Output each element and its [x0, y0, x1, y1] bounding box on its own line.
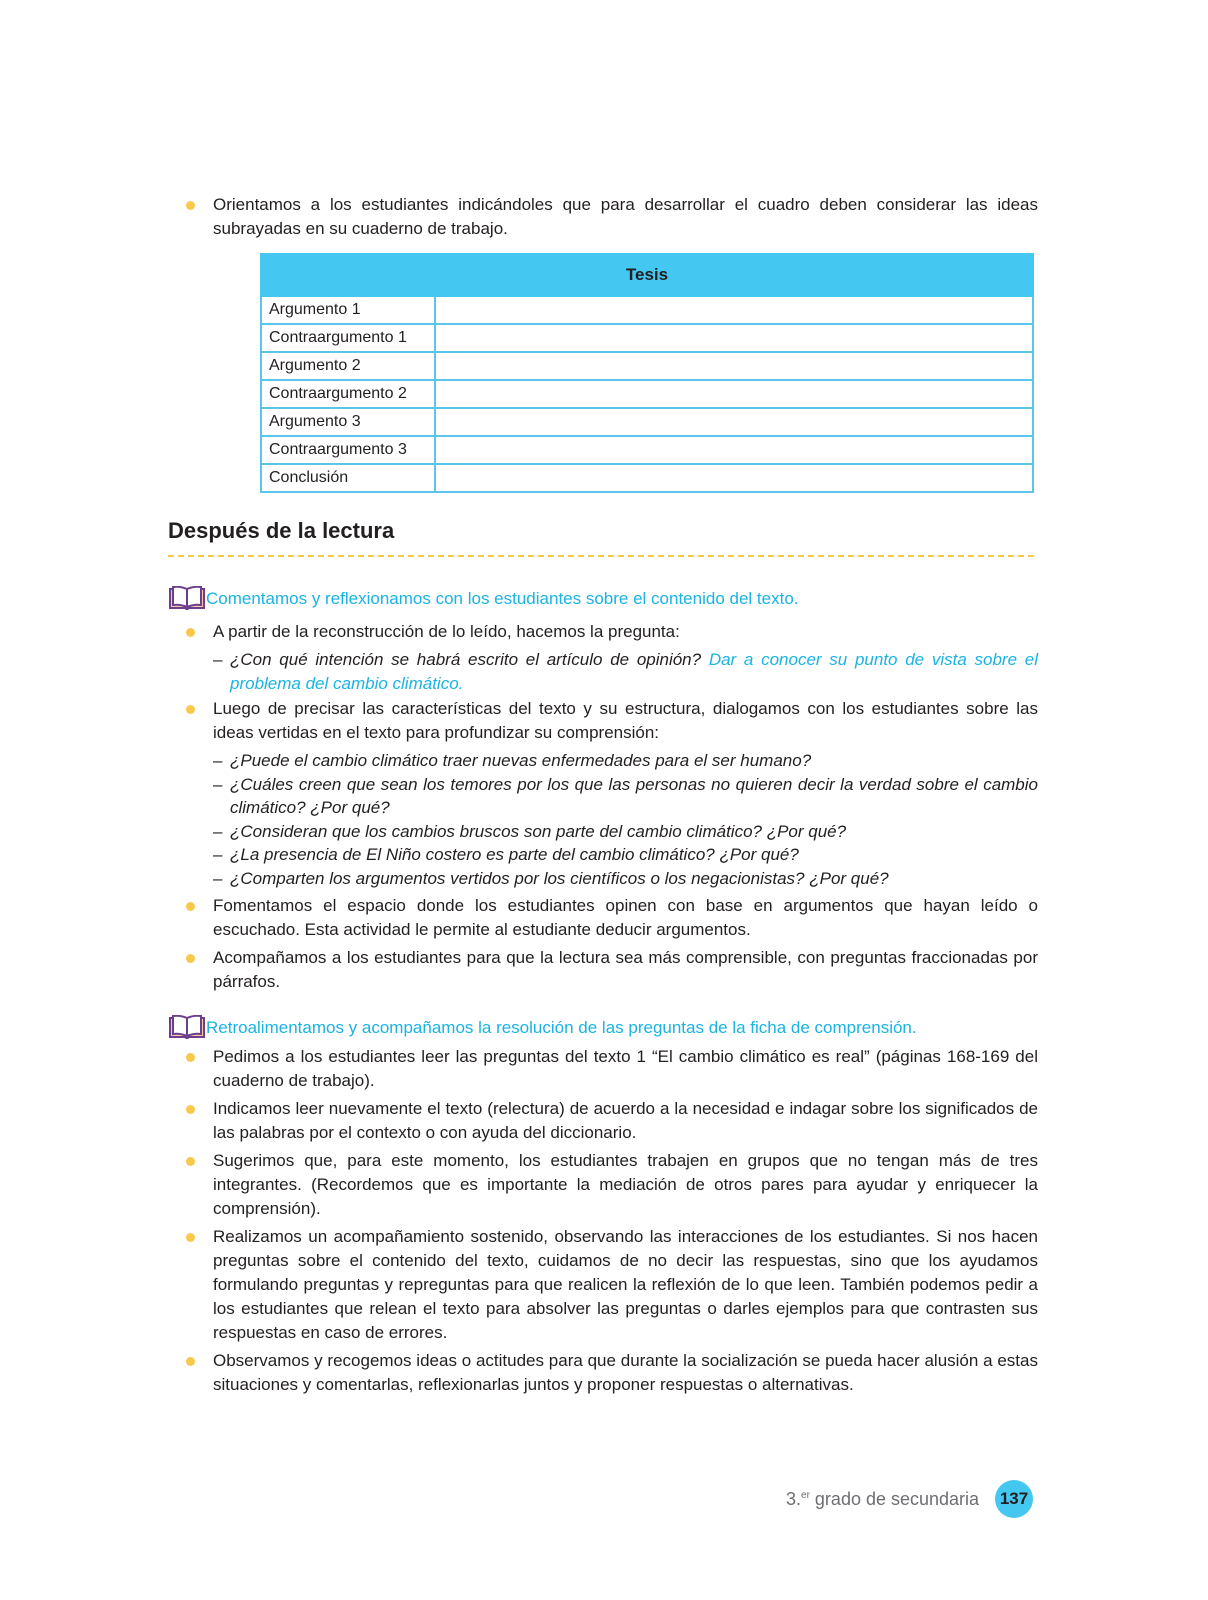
question-item: – ¿Con qué intención se habrá escrito el artículo de opinión? Dar a conocer su punto de vista sobre el problema del cambio climático.	[213, 650, 1038, 693]
row-label: Contraargumento 3	[261, 436, 435, 464]
row-cell	[435, 380, 1033, 408]
footer-grade	[786, 1489, 979, 1510]
grade-superscript: er	[801, 1490, 810, 1501]
bullet-dot	[186, 954, 195, 963]
block1-heading	[168, 586, 799, 612]
row-label: Argumento 2	[261, 352, 435, 380]
list-item	[0, 1045, 1208, 1093]
bullet-dot	[186, 1053, 195, 1062]
bullet-text: Luego de precisar las características del texto y su estructura, dialogamos con los estudiantes sobre las ideas vertidas en el texto para profundizar su comprensión:	[213, 699, 1038, 742]
bullet-dot	[186, 705, 195, 714]
table-row	[261, 380, 1033, 408]
question-list	[213, 749, 1038, 890]
question-item: – ¿Consideran que los cambios bruscos son parte del cambio climático? ¿Por qué?	[213, 821, 847, 841]
table-row	[261, 296, 1033, 324]
intro-list	[0, 193, 1208, 241]
question-text: ¿Consideran que los cambios bruscos son parte del cambio climático? ¿Por qué?	[230, 821, 847, 841]
grade-text: grado de secundaria	[809, 1489, 980, 1509]
row-cell	[435, 408, 1033, 436]
bullet-text: Observamos y recogemos ideas o actitudes para que durante la socialización se pueda hacer alusión a estas situaciones y comentarlas, reflexionarlas juntos y proponer respuestas o alternativas.	[213, 1351, 1038, 1394]
bullet-dot	[186, 1357, 195, 1366]
question-text: ¿Cuáles creen que sean los temores por los que las personas no quieren decir la verdad sobre el cambio climático? ¿Por qué?	[230, 774, 1038, 817]
section-divider	[168, 555, 1034, 557]
intro-text: Orientamos a los estudiantes indicándoles que para desarrollar el cuadro deben considerar las ideas subrayadas en su cuaderno de trabajo.	[213, 195, 1038, 238]
bullet-text: Pedimos a los estudiantes leer las preguntas del texto 1 “El cambio climático es real” (páginas 168-169 del cuaderno de trabajo).	[213, 1047, 1038, 1090]
table-row	[261, 408, 1033, 436]
question-list	[213, 648, 1038, 695]
block1-list	[0, 620, 1208, 994]
row-label: Argumento 1	[261, 296, 435, 324]
block1-heading-text: Comentamos y reflexionamos con los estudiantes sobre el contenido del texto.	[206, 589, 799, 608]
table-row	[261, 324, 1033, 352]
row-label: Conclusión	[261, 464, 435, 492]
table-row	[261, 436, 1033, 464]
book-icon	[168, 586, 206, 612]
row-label: Contraargumento 2	[261, 380, 435, 408]
book-icon	[168, 1015, 206, 1041]
answer-text: Dar a conocer su punto de vista sobre el problema del cambio climático.	[230, 650, 1038, 693]
list-item	[0, 946, 1208, 994]
block2-heading	[168, 1015, 917, 1041]
question-item: – ¿Cuáles creen que sean los temores por los que las personas no quieren decir la verdad sobre el cambio climático? ¿Por qué?	[213, 774, 1038, 817]
row-cell	[435, 324, 1033, 352]
bullet-dot	[186, 201, 195, 210]
bullet-text: Indicamos leer nuevamente el texto (relectura) de acuerdo a la necesidad e indagar sobre los significados de las palabras por el contexto o con ayuda del diccionario.	[213, 1099, 1038, 1142]
list-item	[0, 1097, 1208, 1145]
question-item: – ¿Puede el cambio climático traer nuevas enfermedades para el ser humano?	[213, 751, 812, 770]
grade-number: 3.	[786, 1489, 802, 1509]
bullet-text: A partir de la reconstrucción de lo leído, hacemos la pregunta:	[213, 622, 680, 641]
bullet-text: Realizamos un acompañamiento sostenido, observando las interacciones de los estudiantes. Si nos hacen preguntas sobre el contenido del texto, cuidamos de no decir las respuestas, sino que los ayudamos formulando preguntas y repreguntas para que realicen la reflexión de lo que leen. También podemos pedir a los estudiantes que relean el texto para absolver las preguntas o darles ejemplos para que contrasten sus respuestas en caso de errores.	[213, 1227, 1038, 1342]
bullet-dot	[186, 902, 195, 911]
intro-bullet	[0, 193, 1208, 241]
section-title: Después de la lectura	[168, 518, 395, 543]
page-number: 137	[995, 1480, 1033, 1518]
question-item: – ¿La presencia de El Niño costero es parte del cambio climático? ¿Por qué?	[213, 845, 799, 864]
table-header: Tesis	[261, 254, 1033, 296]
table-row	[261, 464, 1033, 492]
row-cell	[435, 436, 1033, 464]
question-text: ¿La presencia de El Niño costero es parte del cambio climático? ¿Por qué?	[230, 845, 799, 864]
row-cell	[435, 352, 1033, 380]
tesis-table	[260, 253, 1034, 493]
question-text: ¿Con qué intención se habrá escrito el artículo de opinión?	[230, 650, 702, 669]
row-label: Argumento 3	[261, 408, 435, 436]
list-item	[0, 620, 1208, 695]
bullet-text: Sugerimos que, para este momento, los estudiantes trabajen en grupos que no tengan más de tres integrantes. (Recordemos que es importante la mediación de otros pares para ayudar y enriquecer la comprensión).	[213, 1151, 1038, 1218]
question-text: ¿Comparten los argumentos vertidos por los científicos o los negacionistas? ¿Por qué?	[230, 868, 889, 888]
list-item	[0, 1149, 1208, 1221]
bullet-dot	[186, 1233, 195, 1242]
bullet-dot	[186, 1105, 195, 1114]
table-row	[261, 352, 1033, 380]
list-item	[0, 1349, 1208, 1397]
bullet-text: Fomentamos el espacio donde los estudiantes opinen con base en argumentos que hayan leído o escuchado. Esta actividad le permite al estudiante deducir argumentos.	[213, 896, 1038, 939]
row-label: Contraargumento 1	[261, 324, 435, 352]
row-cell	[435, 296, 1033, 324]
bullet-dot	[186, 628, 195, 637]
list-item	[0, 1225, 1208, 1345]
bullet-text: Acompañamos a los estudiantes para que la lectura sea más comprensible, con preguntas fraccionadas por párrafos.	[213, 948, 1038, 991]
list-item	[0, 894, 1208, 942]
bullet-dot	[186, 1157, 195, 1166]
row-cell	[435, 464, 1033, 492]
question-item: – ¿Comparten los argumentos vertidos por los científicos o los negacionistas? ¿Por qué?	[213, 868, 889, 888]
question-text: ¿Puede el cambio climático traer nuevas enfermedades para el ser humano?	[230, 751, 812, 770]
block2-heading-text: Retroalimentamos y acompañamos la resolución de las preguntas de la ficha de comprensión.	[206, 1018, 917, 1037]
list-item	[0, 697, 1208, 890]
block2-list	[0, 1045, 1208, 1397]
